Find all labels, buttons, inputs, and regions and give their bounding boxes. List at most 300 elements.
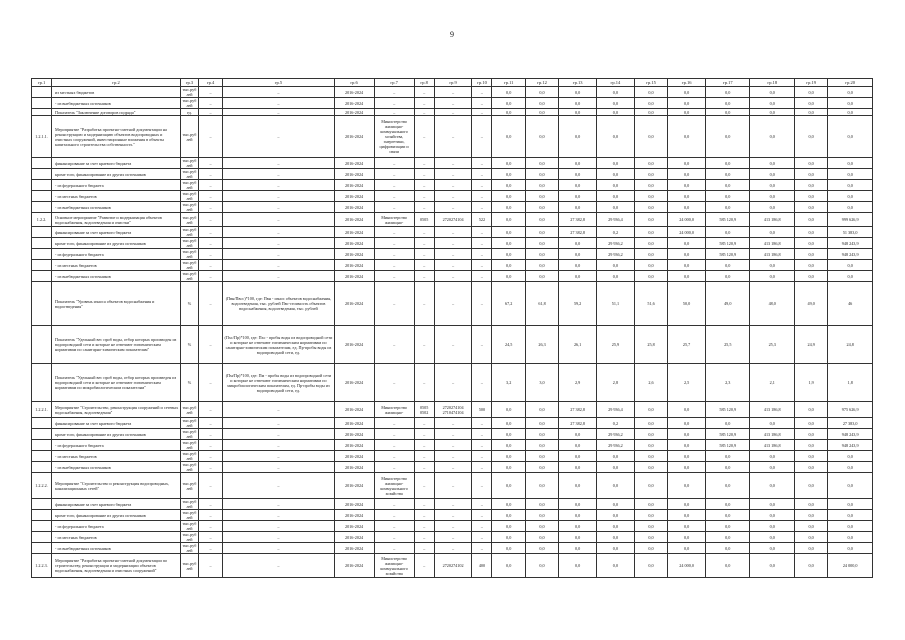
row-label-cell: Мероприятие "Строительство, реконструкция сооружений и сетевых водоснабжения, водоотведения" xyxy=(52,402,181,418)
table-row xyxy=(32,510,873,521)
table-cell: – xyxy=(434,364,472,402)
table-cell: 2016-2024 xyxy=(334,532,374,543)
table-cell: 0,0 xyxy=(525,402,558,418)
table-cell: 0,0 xyxy=(828,499,873,510)
table-cell: тыс.руб лей xyxy=(181,213,199,227)
table-cell: 0,0 xyxy=(706,510,750,521)
table-cell: – xyxy=(472,238,492,249)
table-cell: 0,0 xyxy=(492,499,525,510)
row-number-cell xyxy=(32,451,52,462)
table-cell: – xyxy=(434,249,472,260)
table-cell: % xyxy=(181,364,199,402)
table-cell: 0,0 xyxy=(668,499,706,510)
table-cell: – xyxy=(198,87,222,98)
table-cell: 2016-2024 xyxy=(334,238,374,249)
table-cell: 24 000,0 xyxy=(668,227,706,238)
table-row xyxy=(32,440,873,451)
table-cell: 0,0 xyxy=(634,116,667,158)
table-cell: – xyxy=(374,202,414,213)
table-cell: 0,0 xyxy=(828,158,873,169)
row-label-cell: - из внебюджетных источников xyxy=(52,271,181,282)
table-cell: 0,0 xyxy=(525,249,558,260)
table-cell: 2016-2024 xyxy=(334,227,374,238)
table-row xyxy=(32,543,873,554)
table-cell: тыс.руб лей xyxy=(181,87,199,98)
table-cell: – xyxy=(472,440,492,451)
row-number-cell xyxy=(32,87,52,98)
table-cell: 0,0 xyxy=(525,554,558,578)
table-cell: 2016-2024 xyxy=(334,521,374,532)
table-cell: 0505 xyxy=(414,213,434,227)
table-row xyxy=(32,473,873,499)
table-row xyxy=(32,191,873,202)
row-label-cell: Основное мероприятие "Развитие и модернизация объектов водоснабжения, водоотведения и очистки" xyxy=(52,213,181,227)
table-cell: – xyxy=(223,510,334,521)
table-cell: 0,0 xyxy=(794,510,827,521)
table-cell: – xyxy=(198,116,222,158)
table-cell: 413 186,8 xyxy=(750,440,794,451)
table-cell: 0,0 xyxy=(828,510,873,521)
table-cell: – xyxy=(434,451,472,462)
table-cell: – xyxy=(223,227,334,238)
table-cell: – xyxy=(374,282,414,326)
table-cell: – xyxy=(374,451,414,462)
table-cell: – xyxy=(198,202,222,213)
table-cell: Министерство жилищно-коммунального хозяйства, энергетики, цифровизации и связи xyxy=(374,116,414,158)
table-row xyxy=(32,116,873,158)
table-cell: 0,0 xyxy=(559,202,597,213)
table-cell: 0,0 xyxy=(492,109,525,116)
table-cell: 0,0 xyxy=(492,260,525,271)
table-cell: тыс.руб лей xyxy=(181,169,199,180)
row-label-cell: финансирование за счет краевого бюджета xyxy=(52,418,181,429)
table-row xyxy=(32,202,873,213)
table-cell: 0,0 xyxy=(706,451,750,462)
table-cell: тыс.руб лей xyxy=(181,462,199,473)
table-cell: 0,0 xyxy=(750,180,794,191)
column-header: гр.20 xyxy=(828,79,873,87)
table-cell: – xyxy=(472,499,492,510)
table-cell: 0,2 xyxy=(597,418,635,429)
table-cell: – xyxy=(434,180,472,191)
table-cell: 0,0 xyxy=(492,169,525,180)
table-cell: 0,0 xyxy=(634,543,667,554)
table-cell: 0,0 xyxy=(828,98,873,109)
table-row xyxy=(32,260,873,271)
table-cell: – xyxy=(374,191,414,202)
table-cell: 0,0 xyxy=(668,180,706,191)
table-cell: 0,0 xyxy=(559,510,597,521)
table-cell: 0,0 xyxy=(794,202,827,213)
row-label-cell: - из местных бюджетов xyxy=(52,532,181,543)
table-cell: – xyxy=(198,238,222,249)
table-cell: 413 186,8 xyxy=(750,429,794,440)
table-cell: 0,0 xyxy=(559,109,597,116)
table-row xyxy=(32,499,873,510)
table-cell: 29 936,4 xyxy=(597,402,635,418)
table-cell: – xyxy=(414,271,434,282)
row-number-cell xyxy=(32,191,52,202)
table-cell: 0,0 xyxy=(525,532,558,543)
table-row xyxy=(32,282,873,326)
table-cell: 0,0 xyxy=(525,158,558,169)
table-row xyxy=(32,169,873,180)
table-cell: тыс.руб лей xyxy=(181,271,199,282)
row-label-cell: - из федерального бюджета xyxy=(52,249,181,260)
table-cell: 0,0 xyxy=(828,543,873,554)
table-cell: 3,0 xyxy=(525,364,558,402)
row-number-cell: 1.2.2. xyxy=(32,213,52,227)
table-cell: – xyxy=(434,260,472,271)
table-cell: – xyxy=(374,109,414,116)
table-cell: 0,0 xyxy=(634,521,667,532)
table-cell: 29 936,2 xyxy=(597,249,635,260)
table-cell: – xyxy=(374,364,414,402)
row-number-cell xyxy=(32,238,52,249)
table-cell: 25,5 xyxy=(706,326,750,364)
table-cell: 948 243,9 xyxy=(828,440,873,451)
table-cell: – xyxy=(434,227,472,238)
table-cell: 0,0 xyxy=(668,429,706,440)
table-cell: 0,0 xyxy=(492,249,525,260)
table-cell: – xyxy=(414,364,434,402)
table-cell: – xyxy=(472,271,492,282)
table-cell: 48,0 xyxy=(750,282,794,326)
table-cell: 0,0 xyxy=(706,158,750,169)
table-cell: 0,0 xyxy=(794,543,827,554)
table-cell: – xyxy=(223,238,334,249)
table-cell: тыс.руб лей xyxy=(181,510,199,521)
table-cell: – xyxy=(472,191,492,202)
table-cell: 2016-2024 xyxy=(334,213,374,227)
table-cell: тыс.руб лей xyxy=(181,238,199,249)
table-cell: – xyxy=(414,282,434,326)
table-cell: 0,0 xyxy=(794,473,827,499)
table-cell: 0,0 xyxy=(750,462,794,473)
table-cell: – xyxy=(223,213,334,227)
table-cell: 0,0 xyxy=(668,238,706,249)
table-cell: 3,2 xyxy=(492,364,525,402)
table-cell: тыс.руб лей xyxy=(181,158,199,169)
row-number-cell: 1.2.2.1. xyxy=(32,402,52,418)
row-number-cell xyxy=(32,499,52,510)
table-cell: 0,0 xyxy=(634,238,667,249)
row-label-cell: Показатель "Удельный вес проб воды, отбор которых производен из водопроводной сети и которые не отвечают гигиеническим нормативам по санитарно-химическим показателям" xyxy=(52,326,181,364)
table-cell: 0,0 xyxy=(750,473,794,499)
table-cell: 0,0 xyxy=(794,462,827,473)
table-cell: 0,0 xyxy=(525,451,558,462)
table-cell: 24,8 xyxy=(828,326,873,364)
table-cell: 0,0 xyxy=(794,532,827,543)
table-cell: тыс.руб лей xyxy=(181,260,199,271)
table-cell: 0,0 xyxy=(750,227,794,238)
table-cell: 0,0 xyxy=(794,238,827,249)
table-cell: 0,0 xyxy=(559,440,597,451)
table-cell: 0,0 xyxy=(706,462,750,473)
table-cell: 2,1 xyxy=(750,364,794,402)
table-cell: 0,0 xyxy=(559,169,597,180)
table-cell: 0,0 xyxy=(794,402,827,418)
table-cell: 0,0 xyxy=(492,521,525,532)
table-row xyxy=(32,554,873,578)
table-cell: – xyxy=(414,87,434,98)
row-number-cell: 1.2.2.2. xyxy=(32,473,52,499)
table-cell: 49,0 xyxy=(794,282,827,326)
table-row xyxy=(32,326,873,364)
table-cell: 0,0 xyxy=(706,473,750,499)
table-cell: 0,0 xyxy=(597,543,635,554)
row-number-cell xyxy=(32,543,52,554)
table-cell: 0,0 xyxy=(597,462,635,473)
table-cell: – xyxy=(223,451,334,462)
column-header: гр.7 xyxy=(374,79,414,87)
table-cell: 0,0 xyxy=(559,87,597,98)
table-cell: тыс.руб лей xyxy=(181,521,199,532)
table-cell: 0,0 xyxy=(634,462,667,473)
column-header: гр.13 xyxy=(559,79,597,87)
table-cell: 0,0 xyxy=(559,98,597,109)
table-cell: 0,0 xyxy=(559,116,597,158)
column-header: гр.15 xyxy=(634,79,667,87)
table-cell: 413 186,8 xyxy=(750,213,794,227)
table-cell: 0,0 xyxy=(597,260,635,271)
table-cell: – xyxy=(414,418,434,429)
table-row xyxy=(32,98,873,109)
table-cell: 0,0 xyxy=(668,191,706,202)
table-row xyxy=(32,451,873,462)
table-cell: – xyxy=(472,473,492,499)
table-cell: – xyxy=(374,532,414,543)
table-cell: 0,0 xyxy=(634,532,667,543)
table-cell: 0,0 xyxy=(750,202,794,213)
table-cell: – xyxy=(472,532,492,543)
column-header: гр.11 xyxy=(492,79,525,87)
table-cell: – xyxy=(414,169,434,180)
table-cell: – xyxy=(223,418,334,429)
table-cell: 2016-2024 xyxy=(334,429,374,440)
table-cell: – xyxy=(374,169,414,180)
table-cell: 29 936,2 xyxy=(597,238,635,249)
table-cell: 2016-2024 xyxy=(334,462,374,473)
table-cell: 59,2 xyxy=(559,282,597,326)
table-cell: 0,0 xyxy=(597,109,635,116)
table-cell: – xyxy=(198,98,222,109)
table-cell: 0,0 xyxy=(706,227,750,238)
table-cell: 0,0 xyxy=(634,249,667,260)
table-cell: 0,0 xyxy=(559,260,597,271)
table-cell: – xyxy=(223,180,334,191)
table-cell: тыс.руб лей xyxy=(181,532,199,543)
table-cell: 0,0 xyxy=(828,87,873,98)
table-cell: 0,0 xyxy=(525,418,558,429)
table-cell: – xyxy=(414,532,434,543)
table-cell: – xyxy=(472,109,492,116)
table-cell: – xyxy=(223,429,334,440)
table-cell: – xyxy=(223,462,334,473)
table-cell: 0,0 xyxy=(750,532,794,543)
table-cell: – xyxy=(434,109,472,116)
table-cell: 0,0 xyxy=(668,510,706,521)
table-cell: 585 120,9 xyxy=(706,402,750,418)
table-cell: 0,0 xyxy=(492,462,525,473)
table-cell: – xyxy=(434,87,472,98)
table-cell: 0,0 xyxy=(750,191,794,202)
table-cell: – xyxy=(472,98,492,109)
table-cell: 0,0 xyxy=(668,543,706,554)
table-cell: – xyxy=(414,180,434,191)
row-label-cell: Мероприятие "Строительство и реконструкция водопроводных, канализационных сетей" xyxy=(52,473,181,499)
table-cell: – xyxy=(223,543,334,554)
table-cell: – xyxy=(198,429,222,440)
table-cell: 25,8 xyxy=(634,326,667,364)
table-cell: 2016-2024 xyxy=(334,98,374,109)
table-cell: 0,0 xyxy=(597,473,635,499)
table-cell: – xyxy=(472,462,492,473)
table-cell: 0,0 xyxy=(492,98,525,109)
table-cell: 0,0 xyxy=(525,116,558,158)
table-cell: тыс.руб лей xyxy=(181,543,199,554)
table-cell: 0,0 xyxy=(706,191,750,202)
table-cell: 0,0 xyxy=(794,180,827,191)
table-cell: – xyxy=(434,473,472,499)
table-cell: тыс.руб лей xyxy=(181,402,199,418)
row-number-cell xyxy=(32,98,52,109)
table-cell: 26,1 xyxy=(559,326,597,364)
table-cell: 0,0 xyxy=(794,169,827,180)
table-cell: 0,0 xyxy=(750,169,794,180)
table-cell: 0,0 xyxy=(525,180,558,191)
table-cell: 61,8 xyxy=(525,282,558,326)
table-cell: 0,0 xyxy=(750,499,794,510)
table-cell: 0,0 xyxy=(750,543,794,554)
table-cell: 0,0 xyxy=(750,158,794,169)
row-number-cell xyxy=(32,364,52,402)
row-number-cell: 1.2.2.3. xyxy=(32,554,52,578)
table-cell: 27 382,8 xyxy=(559,213,597,227)
table-cell: 500 xyxy=(472,402,492,418)
table-cell: 2016-2024 xyxy=(334,158,374,169)
column-header: гр.16 xyxy=(668,79,706,87)
table-cell: 0,0 xyxy=(668,440,706,451)
column-header: гр.19 xyxy=(794,79,827,87)
table-cell: 0,0 xyxy=(559,543,597,554)
table-cell: % xyxy=(181,282,199,326)
table-cell: 25,7 xyxy=(668,326,706,364)
table-cell: 0,0 xyxy=(706,260,750,271)
table-cell: 0,0 xyxy=(525,109,558,116)
table-cell: – xyxy=(434,440,472,451)
table-cell: 0,0 xyxy=(559,249,597,260)
table-cell: – xyxy=(472,202,492,213)
table-cell: – xyxy=(414,98,434,109)
table-cell: 0,0 xyxy=(597,554,635,578)
table-cell: 0,0 xyxy=(634,180,667,191)
table-cell: 0,0 xyxy=(828,116,873,158)
row-label-cell: - из местных бюджетов xyxy=(52,451,181,462)
table-cell: 2,9 xyxy=(559,364,597,402)
table-cell: 0,0 xyxy=(492,227,525,238)
table-cell: 2016-2024 xyxy=(334,554,374,578)
table-cell: 49,0 xyxy=(706,282,750,326)
table-cell: 0,0 xyxy=(559,532,597,543)
table-cell: – xyxy=(374,521,414,532)
table-cell: 0,0 xyxy=(492,271,525,282)
table-cell: – xyxy=(414,227,434,238)
table-cell: тыс.руб лей xyxy=(181,473,199,499)
column-header: гр.14 xyxy=(597,79,635,87)
table-cell: 0,0 xyxy=(525,98,558,109)
table-cell: – xyxy=(198,473,222,499)
table-cell: тыс.руб лей xyxy=(181,98,199,109)
table-cell: Министерство жилищно-коммунального хозяйства xyxy=(374,473,414,499)
table-cell: 0,0 xyxy=(706,202,750,213)
table-cell: Министерство жилищно- xyxy=(374,402,414,418)
table-cell: – xyxy=(198,180,222,191)
table-row xyxy=(32,271,873,282)
row-label-cell: - из местных бюджетов xyxy=(52,191,181,202)
table-cell: 0,0 xyxy=(597,169,635,180)
table-row xyxy=(32,462,873,473)
table-cell: 24 000,0 xyxy=(668,213,706,227)
table-cell: – xyxy=(374,499,414,510)
column-header: гр.4 xyxy=(198,79,222,87)
table-cell: 0,0 xyxy=(706,180,750,191)
table-cell: 0,0 xyxy=(559,462,597,473)
table-cell: 0,0 xyxy=(794,213,827,227)
table-cell: 2016-2024 xyxy=(334,499,374,510)
table-cell: ед. xyxy=(181,109,199,116)
table-cell: – xyxy=(472,451,492,462)
table-cell: 2016-2024 xyxy=(334,116,374,158)
table-cell: 0,0 xyxy=(559,429,597,440)
table-header-row xyxy=(32,79,873,87)
row-number-cell xyxy=(32,271,52,282)
table-cell: 24,5 xyxy=(492,326,525,364)
table-cell: 0,0 xyxy=(668,249,706,260)
table-cell: Министерство жилищно- xyxy=(374,213,414,227)
row-number-cell xyxy=(32,418,52,429)
table-cell: 2016-2024 xyxy=(334,271,374,282)
table-cell: 0,0 xyxy=(668,116,706,158)
column-header: гр.5 xyxy=(223,79,334,87)
table-cell: 0,0 xyxy=(525,213,558,227)
table-cell: 0,0 xyxy=(525,202,558,213)
column-header: гр.6 xyxy=(334,79,374,87)
table-cell: 0,0 xyxy=(597,116,635,158)
table-cell: 0,0 xyxy=(668,202,706,213)
table-cell: 27 382,8 xyxy=(559,402,597,418)
table-cell: 0,0 xyxy=(828,109,873,116)
table-cell: 0,0 xyxy=(794,249,827,260)
table-cell: 413 186,8 xyxy=(750,238,794,249)
table-cell: 0,0 xyxy=(559,554,597,578)
table-row xyxy=(32,109,873,116)
table-cell: 0,0 xyxy=(525,521,558,532)
row-label-cell: кроме того, финансирование из других источников xyxy=(52,510,181,521)
table-cell: 0,0 xyxy=(597,532,635,543)
table-cell: 0,0 xyxy=(597,451,635,462)
table-cell: – xyxy=(472,260,492,271)
row-label-cell: кроме того, финансирование из других источников xyxy=(52,169,181,180)
table-cell: – xyxy=(223,98,334,109)
table-cell: – xyxy=(434,510,472,521)
table-cell: 975 626,9 xyxy=(828,402,873,418)
table-cell: тыс.руб лей xyxy=(181,191,199,202)
table-cell: 0,0 xyxy=(492,158,525,169)
program-financing-table xyxy=(31,78,873,578)
table-cell: 2,5 xyxy=(668,364,706,402)
table-cell: 0,0 xyxy=(559,238,597,249)
